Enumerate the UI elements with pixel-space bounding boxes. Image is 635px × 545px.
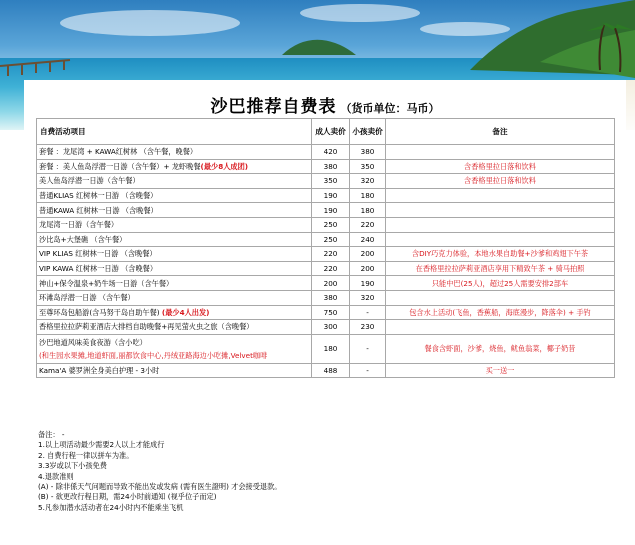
row-child-price: 190 <box>350 276 386 291</box>
row-adult-price: 380 <box>312 159 350 174</box>
table-row <box>37 334 615 363</box>
row-item-highlight: (最少4人出发) <box>161 307 210 317</box>
row-note <box>386 217 615 232</box>
pricing-table <box>36 118 615 378</box>
row-note: 餐食含虾面，沙爹，烧鱼，鱿鱼翁菜，椰子奶昔 <box>386 334 615 363</box>
row-note: 含香格里拉日落和饮料 <box>386 159 615 174</box>
row-adult-price: 350 <box>312 174 350 189</box>
table-row <box>37 290 615 305</box>
row-item-detail: (和生园水果摊,地道虾面,丽都饮食中心,丹绒亚路海边小吃摊,Velvet咖啡 <box>39 350 268 360</box>
row-item: 神山+保令温泉+奶牛场一日游（含午餐） <box>37 276 312 291</box>
row-note <box>386 203 615 218</box>
row-adult-price: 180 <box>312 334 350 363</box>
header-item: 自费活动项目 <box>37 119 312 145</box>
table-row <box>37 174 615 189</box>
row-item: VIP KLIAS 红树林一日游 （含晚餐） <box>37 247 312 262</box>
header-adult-price: 成人卖价 <box>312 119 350 145</box>
notes-heading: 备注： - <box>38 430 65 439</box>
row-adult-price: 220 <box>312 261 350 276</box>
table-row <box>37 217 615 232</box>
row-note: 在香格里拉拉萨莉亚酒店享用下精致午茶 + 骑马拍照 <box>386 261 615 276</box>
row-child-price: 220 <box>350 217 386 232</box>
table-row <box>37 276 615 291</box>
table-row <box>37 247 615 262</box>
row-item: 沙比岛+大堡礁 （含午餐） <box>37 232 312 247</box>
table-row <box>37 261 615 276</box>
row-note: 买一送一 <box>386 363 615 378</box>
page-title <box>24 92 626 118</box>
row-note: 包含水上活动(飞鱼，香蕉船，海底漫步，降落伞) + 手钓 <box>386 305 615 320</box>
note-line: (A) - 除非係天气问题而导致不能出发或发病 (需有医生證明) 才会接受退款。 <box>38 482 282 492</box>
row-child-price: - <box>350 334 386 363</box>
row-note: 含香格里拉日落和饮料 <box>386 174 615 189</box>
row-item: 至尊环岛包船游(含马努干岛自助午餐) (最少4人出发) <box>37 305 312 320</box>
row-adult-price: 190 <box>312 203 350 218</box>
table-row <box>37 232 615 247</box>
row-adult-price: 750 <box>312 305 350 320</box>
table-header-row <box>37 119 615 145</box>
title-text: 沙巴推荐自费表 <box>210 97 337 117</box>
row-adult-price: 488 <box>312 363 350 378</box>
table-row <box>37 159 615 174</box>
row-child-price: 320 <box>350 290 386 305</box>
row-child-price: 230 <box>350 320 386 335</box>
row-item: 套餐 ：龙尾湾 + KAWA红树林 （含午餐，晚餐） <box>37 145 312 160</box>
row-child-price: 350 <box>350 159 386 174</box>
table-row <box>37 320 615 335</box>
row-note <box>386 320 615 335</box>
row-item: VIP KAWA 红树林一日游 （含晚餐） <box>37 261 312 276</box>
note-line: 4.退款准则 <box>38 471 74 481</box>
table-row <box>37 363 615 378</box>
table-row <box>37 305 615 320</box>
note-line: (B) - 欲更改行程日期，需24小时前通知 (视乎位子而定) <box>38 492 217 502</box>
row-note: 只能中巴(25人)，超过25人需要安排2部车 <box>386 276 615 291</box>
row-item: Kama'A 婆罗洲全身美白护理 - 3小时 <box>37 363 312 378</box>
row-item: 沙巴地道风味美食夜游（含小吃） (和生园水果摊,地道虾面,丽都饮食中心,丹绒亚路海边小吃摊,Velvet咖啡 <box>37 334 312 363</box>
row-child-price: - <box>350 363 386 378</box>
note-line: 2. 自费行程一律以拼车为准。 <box>38 450 134 460</box>
row-adult-price: 220 <box>312 247 350 262</box>
row-child-price: 240 <box>350 232 386 247</box>
notes-section <box>38 430 282 513</box>
row-child-price: 200 <box>350 261 386 276</box>
table-row <box>37 188 615 203</box>
row-adult-price: 300 <box>312 320 350 335</box>
row-adult-price: 380 <box>312 290 350 305</box>
row-adult-price: 420 <box>312 145 350 160</box>
row-child-price: 200 <box>350 247 386 262</box>
row-note <box>386 188 615 203</box>
header-child-price: 小孩卖价 <box>350 119 386 145</box>
row-child-price: 320 <box>350 174 386 189</box>
row-note <box>386 290 615 305</box>
row-item: 环滩岛浮潜一日游 （含午餐） <box>37 290 312 305</box>
note-line: 5.凡参加潜水活动者在24小时内不能乘坐飞机 <box>38 502 184 512</box>
row-item: 龙尾湾一日游（含午餐） <box>37 217 312 232</box>
row-child-price: 380 <box>350 145 386 160</box>
table-row <box>37 203 615 218</box>
row-child-price: 180 <box>350 188 386 203</box>
header-note: 备注 <box>386 119 615 145</box>
row-item: 普通KLIAS 红树林一日游 （含晚餐） <box>37 188 312 203</box>
row-item: 美人鱼岛浮潜一日游（含午餐） <box>37 174 312 189</box>
table-row <box>37 145 615 160</box>
row-item: 普通KAWA 红树林一日游 （含晚餐） <box>37 203 312 218</box>
note-line: 3.3岁或以下小孩免费 <box>38 461 107 471</box>
row-item: 香格里拉拉萨莉亚酒店大排档自助晚餐+再见萤火虫之旅（含晚餐） <box>37 320 312 335</box>
currency-subtitle: （货币单位：马币） <box>340 102 440 115</box>
row-item: 套餐 ：美人鱼岛浮潜一日游（含午餐）+ 龙虾晚餐(最少8人成团) <box>37 159 312 174</box>
row-item-highlight: (最少8人成团) <box>200 161 249 171</box>
row-note: 含DIY巧克力体验，本地水果自助餐+沙爹和鸡翅下午茶 <box>386 247 615 262</box>
row-child-price: - <box>350 305 386 320</box>
note-line: 1.以上项活动最少需要2人以上才能成行 <box>38 440 165 450</box>
row-adult-price: 250 <box>312 217 350 232</box>
row-adult-price: 190 <box>312 188 350 203</box>
row-adult-price: 200 <box>312 276 350 291</box>
row-child-price: 180 <box>350 203 386 218</box>
row-adult-price: 250 <box>312 232 350 247</box>
row-note <box>386 232 615 247</box>
row-note <box>386 145 615 160</box>
